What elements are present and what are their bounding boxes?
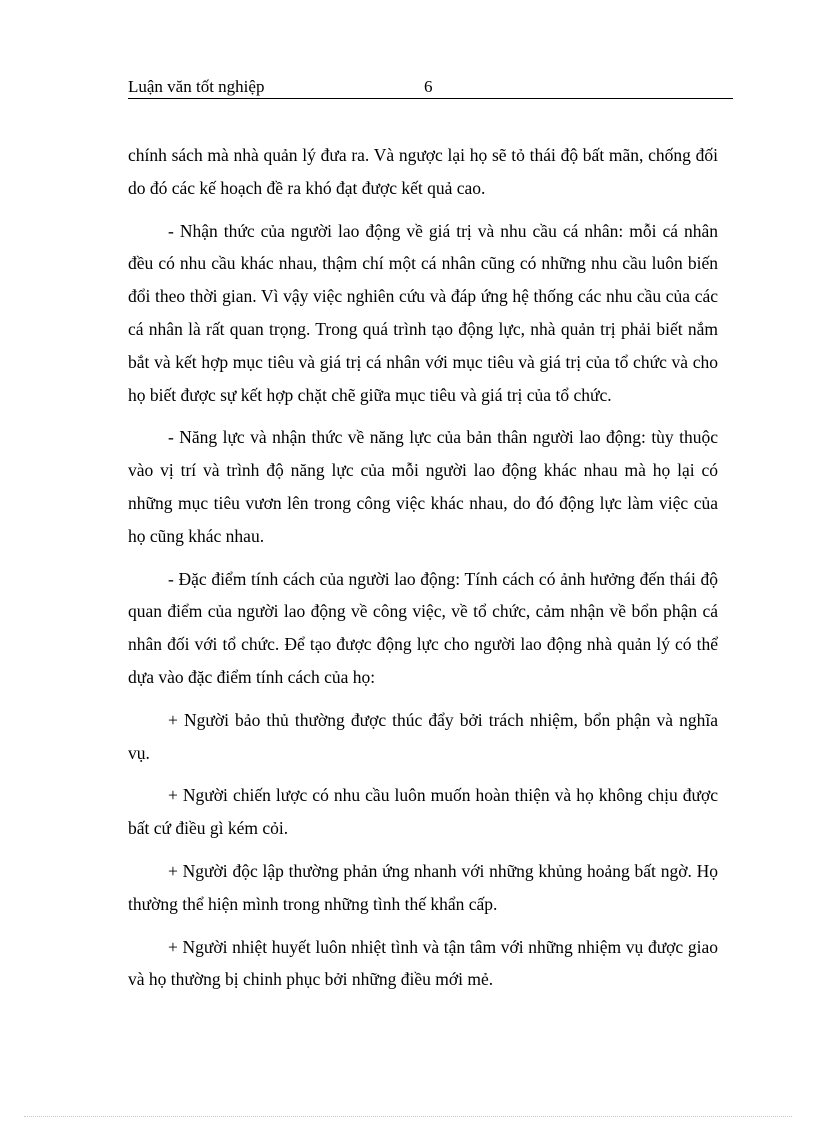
list-item-conservative: + Người bảo thủ thường được thúc đẩy bởi trách nhiệm, bổn phận và nghĩa vụ.: [128, 709, 718, 763]
page-number: 6: [424, 77, 433, 96]
paragraph-value-awareness: - Nhận thức của người lao động về giá trị và nhu cầu cá nhân: mỗi cá nhân đều có nhu cầu khác nhau, thậm chí một cá nhân cũng có những nhu cầu luôn biến đổi theo thời gian. Vì vậy việc nghiên cứu và đáp ứng hệ thống các nhu cầu của các cá nhân là rất quan trọng. Trong quá trình tạo động lực, nhà quản trị phải biết nắm bắt và kết hợp mục tiêu và giá trị cá nhân với mục tiêu và giá trị của tổ chức và cho họ biết được sự kết hợp chặt chẽ giữa mục tiêu và giá trị của tổ chức.: [128, 220, 718, 405]
paragraph-personality: - Đặc điểm tính cách của người lao động: Tính cách có ảnh hưởng đến thái độ quan điểm của người lao động về công việc, về tổ chức, cảm nhận về bổn phận cá nhân đối với tổ chức. Để tạo được động lực cho người lao động nhà quản lý có thể dựa vào đặc điểm tính cách của họ:: [128, 568, 718, 687]
list-item-enthusiast: + Người nhiệt huyết luôn nhiệt tình và tận tâm với những nhiệm vụ được giao và họ thường bị chinh phục bởi những điều mới mẻ.: [128, 936, 718, 990]
list-item-strategist: + Người chiến lược có nhu cầu luôn muốn hoàn thiện và họ không chịu được bất cứ điều gì kém cỏi.: [128, 785, 718, 839]
paragraph-continuation: chính sách mà nhà quản lý đưa ra. Và ngược lại họ sẽ tỏ thái độ bất mãn, chống đối do đó các kế hoạch đề ra khó đạt được kết quả cao.: [128, 145, 718, 198]
page-header: [128, 76, 733, 99]
header-title: Luận văn tốt nghiệp: [128, 77, 265, 96]
list-item-independent: + Người độc lập thường phản ứng nhanh với những khủng hoảng bất ngờ. Họ thường thể hiện mình trong những tình thế khẩn cấp.: [128, 860, 718, 914]
page-bottom-divider: [24, 1116, 792, 1117]
paragraph-capability: - Năng lực và nhận thức về năng lực của bản thân người lao động: tùy thuộc vào vị trí và trình độ năng lực của mỗi người lao động khác nhau mà họ lại có những mục tiêu vươn lên trong công việc khác nhau, do đó động lực làm việc của họ cũng khác nhau.: [128, 427, 718, 546]
document-body: [128, 139, 718, 1006]
